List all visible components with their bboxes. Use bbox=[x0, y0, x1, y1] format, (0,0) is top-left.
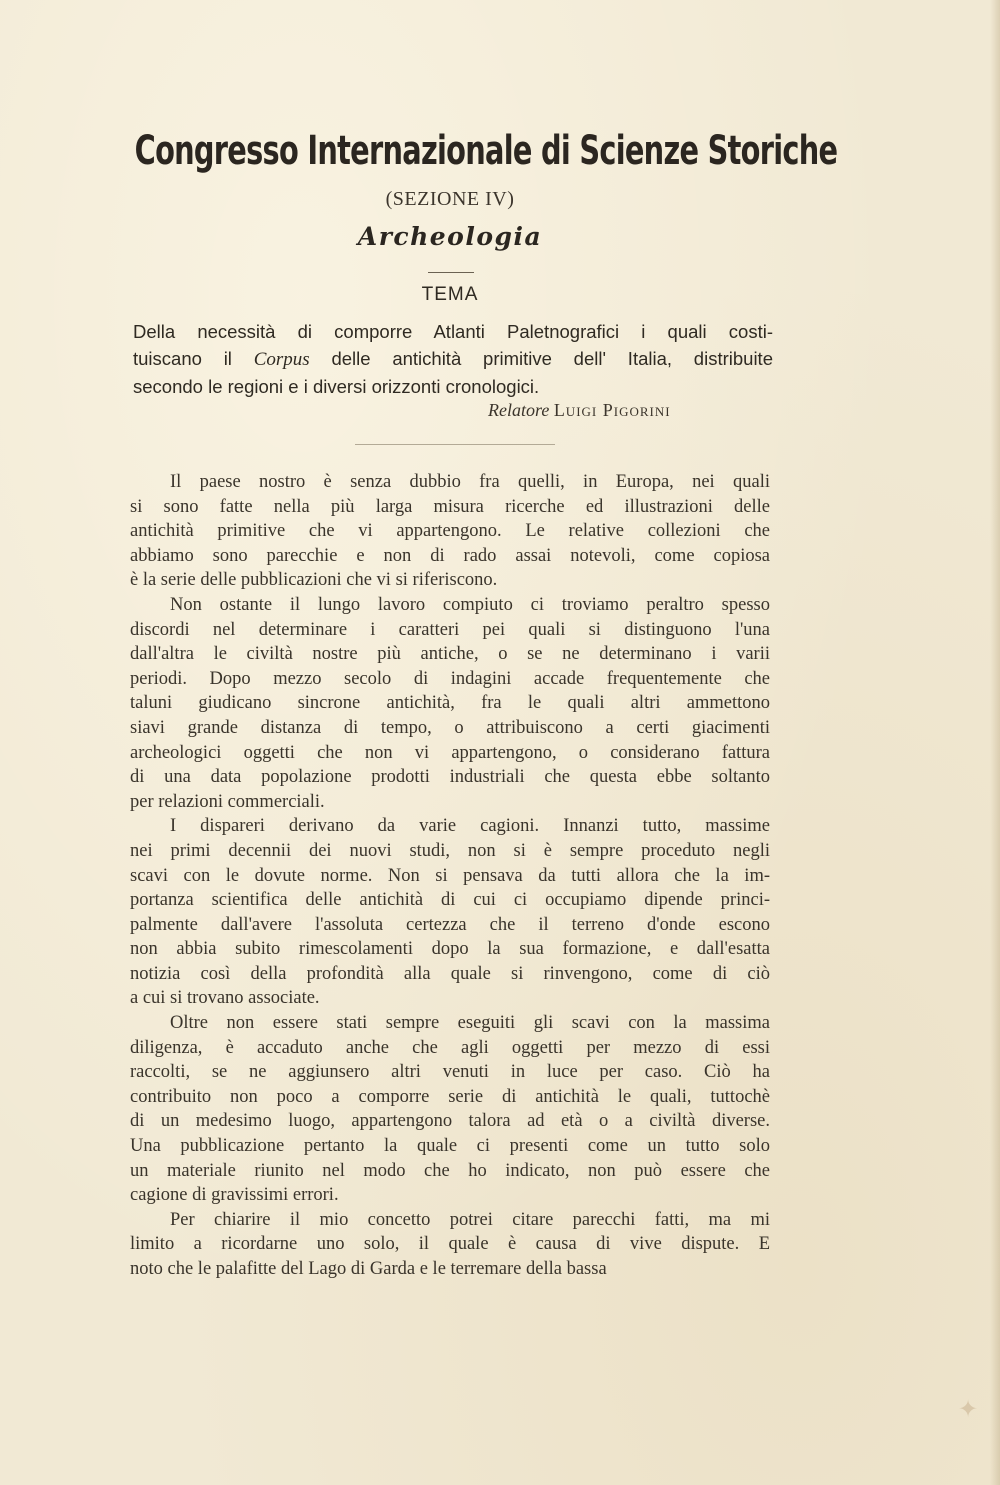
relatore-role: Relatore bbox=[488, 400, 550, 420]
body-line: è la serie delle pubblicazioni che vi si riferiscono. bbox=[130, 570, 498, 591]
page-edge-shadow bbox=[990, 0, 1000, 1485]
body-line: scavi con le dovute norme. Non si pensava da tutti allora che la im- bbox=[130, 865, 770, 886]
relatore-name: Luigi Pigorini bbox=[553, 400, 671, 420]
body-line: noto che le palafitte del Lago di Garda e le terremare della bassa bbox=[130, 1259, 607, 1279]
body-line: raccolti, se ne aggiunsero altri venuti in luce per caso. Ciò ha bbox=[130, 1062, 770, 1083]
body-text bbox=[130, 470, 770, 1282]
abstract-line bbox=[133, 345, 773, 373]
body-line: a cui si trovano associate. bbox=[130, 988, 320, 1009]
body-line: notizia così della profondità alla quale si rinvengono, come di ciò bbox=[130, 963, 770, 984]
body-line: Non ostante il lungo lavoro compiuto ci troviamo peraltro spesso bbox=[170, 594, 770, 615]
relatore-line bbox=[488, 400, 671, 421]
faded-mark: ✦ bbox=[958, 1395, 979, 1423]
body-line: di un medesimo luogo, appartengono talora ad età o a civiltà diverse. bbox=[130, 1111, 770, 1132]
body-line: dall'altra le civiltà nostre più antiche, o se ne determinano i varii bbox=[130, 644, 770, 665]
body-line: un materiale riunito nel modo che ho indicato, non può essere che bbox=[130, 1160, 770, 1181]
body-line: Oltre non essere stati sempre eseguiti gli scavi con la massima bbox=[170, 1013, 770, 1034]
body-line: siavi grande distanza di tempo, o attribuiscono a certi giacimenti bbox=[130, 717, 770, 738]
tema-heading: TEMA bbox=[421, 284, 479, 305]
abstract-italic-term: Corpus bbox=[253, 349, 310, 370]
long-divider bbox=[355, 444, 555, 445]
body-line: Il paese nostro è senza dubbio fra quelli, in Europa, nei quali bbox=[170, 472, 770, 492]
body-line: contribuito non poco a comporre serie di antichità le quali, tuttochè bbox=[130, 1086, 770, 1107]
body-line: cagione di gravissimi errori. bbox=[130, 1185, 339, 1206]
body-line: diligenza, è accaduto anche che agli oggetti per mezzo di essi bbox=[130, 1037, 770, 1058]
body-line: antichità primitive che vi appartengono. Le relative collezioni che bbox=[130, 521, 770, 542]
body-line: nei primi decennii dei nuovi studi, non si è sempre proceduto negli bbox=[130, 840, 770, 861]
body-line: archeologici oggetti che non vi appartengono, o considerano fattura bbox=[130, 742, 770, 763]
body-line: Per chiarire il mio concetto potrei citare parecchi fatti, ma mi bbox=[170, 1209, 770, 1230]
abstract-line: Della necessità di comporre Atlanti Paletnografici i quali costi- bbox=[133, 321, 773, 342]
body-line: per relazioni commerciali. bbox=[130, 791, 325, 812]
body-line: taluni giudicano sincrone antichità, fra le quali altri ammettono bbox=[130, 693, 770, 714]
section-label: (SEZIONE IV) bbox=[385, 188, 515, 210]
document-title: Congresso Internazionale di Scienze Storiche bbox=[134, 128, 838, 174]
abstract-text: tuiscano il bbox=[133, 348, 254, 369]
body-line: portanza scientifica delle antichità di cui ci occupiamo dipende princi- bbox=[130, 890, 770, 911]
abstract-line: secondo le regioni e i diversi orizzonti cronologici. bbox=[133, 376, 540, 397]
body-line: periodi. Dopo mezzo secolo di indagini accade frequentemente che bbox=[130, 668, 770, 689]
short-divider bbox=[428, 272, 474, 273]
body-line: non abbia subito rimescolamenti dopo la sua formazione, e dall'esatta bbox=[130, 939, 770, 960]
tema-abstract bbox=[133, 318, 773, 400]
body-line: abbiamo sono parecchie e non di rado assai notevoli, come copiosa bbox=[130, 545, 770, 566]
body-line: I dispareri derivano da varie cagioni. Innanzi tutto, massime bbox=[170, 816, 770, 837]
body-line: Una pubblicazione pertanto la quale ci presenti come un tutto solo bbox=[130, 1136, 770, 1157]
body-line: discordi nel determinare i caratteri pei quali si distinguono l'una bbox=[130, 619, 770, 640]
body-line: limito a ricordarne uno solo, il quale è causa di vive dispute. E bbox=[130, 1234, 770, 1255]
body-line: si sono fatte nella più larga misura ricerche ed illustrazioni delle bbox=[130, 496, 770, 517]
subject-heading: Archeologia bbox=[357, 222, 543, 251]
abstract-text: delle antichità primitive dell' Italia, distribuite bbox=[309, 348, 773, 369]
body-line: di una data popolazione prodotti industriali che questa ebbe soltanto bbox=[130, 767, 770, 788]
body-line: palmente dall'avere l'assoluta certezza che il terreno d'onde escono bbox=[130, 914, 770, 935]
